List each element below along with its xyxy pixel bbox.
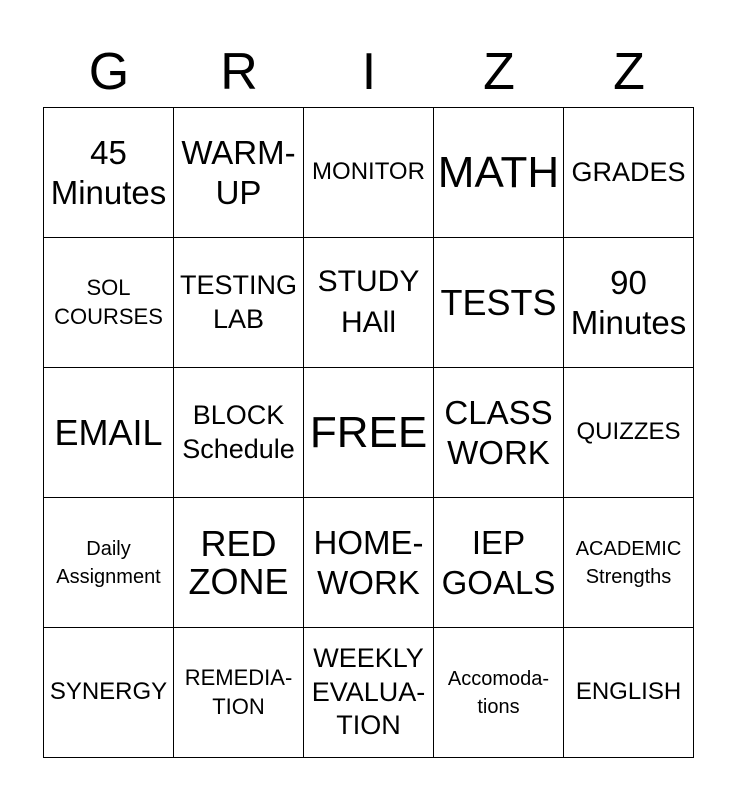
bingo-cell-r1-c4[interactable]: MATH bbox=[434, 108, 564, 238]
bingo-cell-r3-c1[interactable]: EMAIL bbox=[44, 368, 174, 498]
header-letter-z1: Z bbox=[483, 43, 515, 101]
bingo-cell-r1-c2[interactable]: WARM- UP bbox=[174, 108, 304, 238]
bingo-cell-r4-c5[interactable]: ACADEMIC Strengths bbox=[564, 498, 694, 628]
bingo-cell-r2-c2[interactable]: TESTING LAB bbox=[174, 238, 304, 368]
bingo-cell-r3-c2[interactable]: BLOCK Schedule bbox=[174, 368, 304, 498]
bingo-cell-r4-c3[interactable]: HOME- WORK bbox=[304, 498, 434, 628]
header-letter-z2: Z bbox=[613, 43, 645, 101]
bingo-cell-r5-c2[interactable]: REMEDIA- TION bbox=[174, 628, 304, 758]
bingo-cell-r4-c2[interactable]: RED ZONE bbox=[174, 498, 304, 628]
bingo-cell-r5-c5[interactable]: ENGLISH bbox=[564, 628, 694, 758]
bingo-cell-r3-c5[interactable]: QUIZZES bbox=[564, 368, 694, 498]
header-letter-i: I bbox=[361, 43, 377, 101]
bingo-cell-r3-c4[interactable]: CLASS WORK bbox=[434, 368, 564, 498]
bingo-cell-r5-c4[interactable]: Accomoda- tions bbox=[434, 628, 564, 758]
bingo-cell-r4-c4[interactable]: IEP GOALS bbox=[434, 498, 564, 628]
bingo-cell-r2-c4[interactable]: TESTS bbox=[434, 238, 564, 368]
bingo-cell-r2-c5[interactable]: 90 Minutes bbox=[564, 238, 694, 368]
header-letter-g: G bbox=[88, 43, 130, 101]
bingo-cell-r2-c3[interactable]: STUDY HAll bbox=[304, 238, 434, 368]
bingo-cell-r1-c3[interactable]: MONITOR bbox=[304, 108, 434, 238]
bingo-board bbox=[43, 107, 694, 758]
bingo-cell-r5-c1[interactable]: SYNERGY bbox=[44, 628, 174, 758]
bingo-header bbox=[44, 42, 694, 102]
bingo-cell-r1-c5[interactable]: GRADES bbox=[564, 108, 694, 238]
bingo-cell-r4-c1[interactable]: Daily Assignment bbox=[44, 498, 174, 628]
header-letter-r: R bbox=[220, 43, 258, 101]
bingo-cell-r1-c1[interactable]: 45 Minutes bbox=[44, 108, 174, 238]
bingo-cell-r3-c3[interactable]: FREE bbox=[304, 368, 434, 498]
bingo-cell-r5-c3[interactable]: WEEKLY EVALUA- TION bbox=[304, 628, 434, 758]
bingo-cell-r2-c1[interactable]: SOL COURSES bbox=[44, 238, 174, 368]
